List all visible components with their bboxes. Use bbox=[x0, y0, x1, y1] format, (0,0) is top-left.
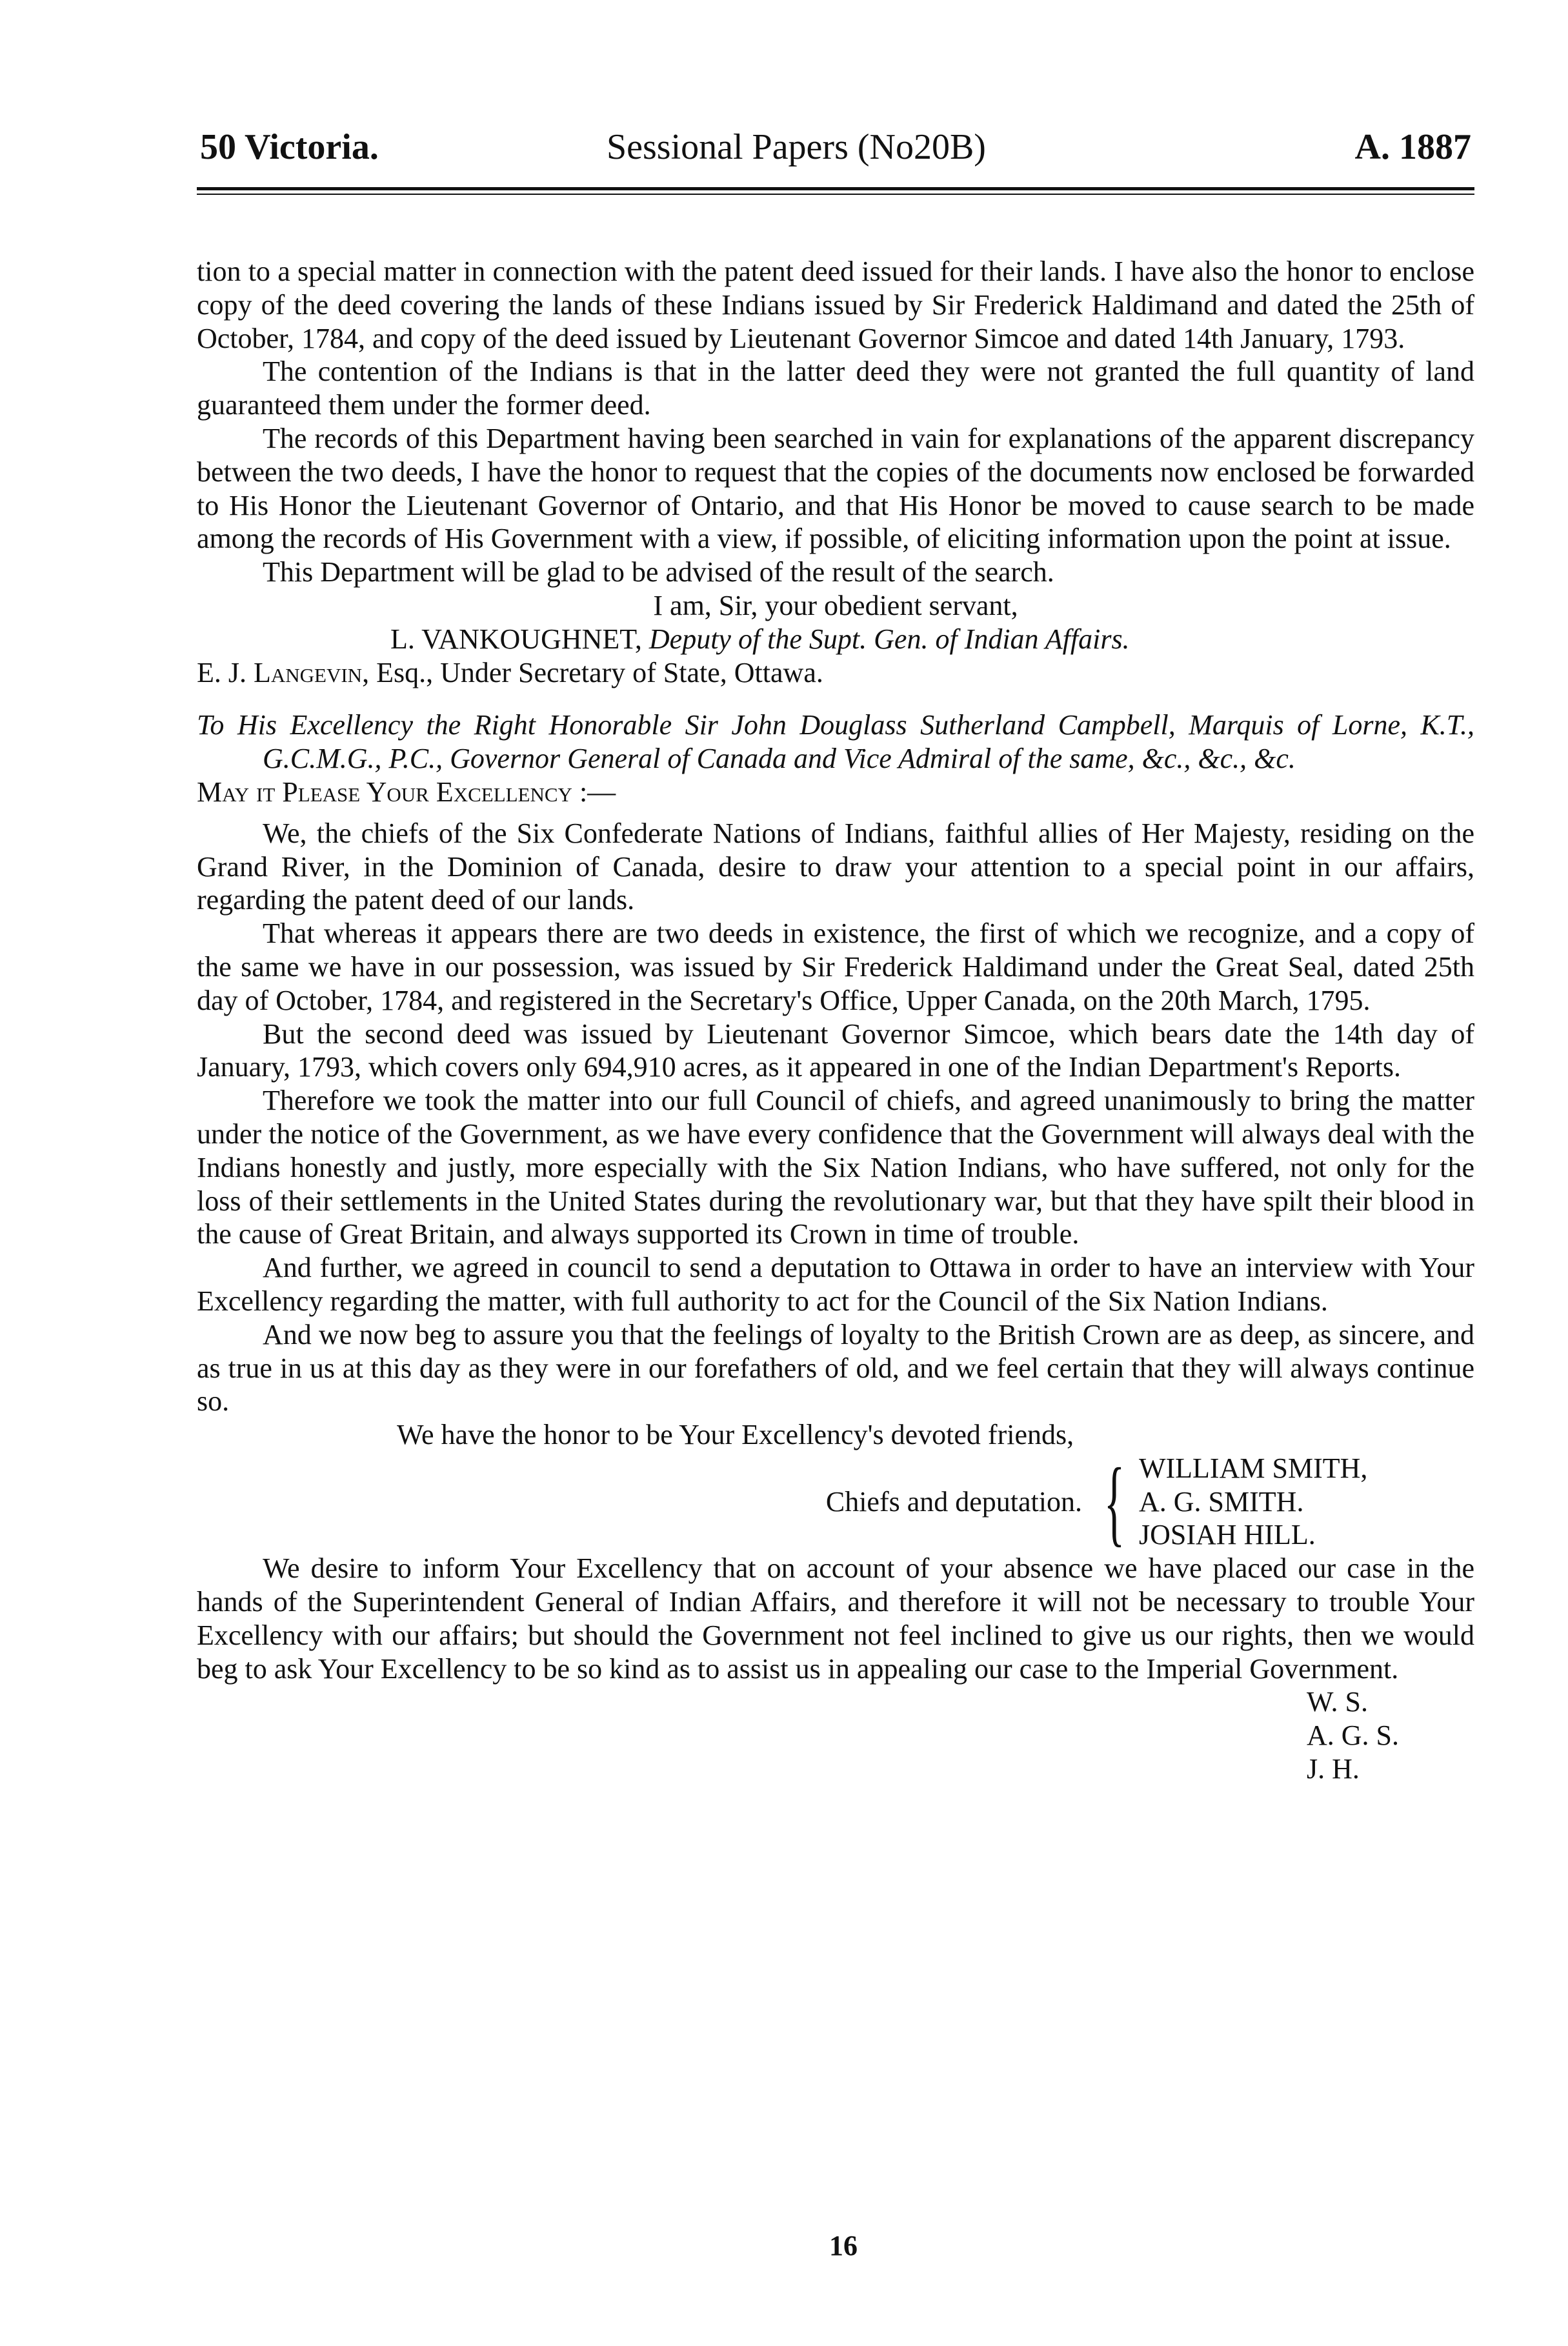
initials-line: J. H. bbox=[1307, 1753, 1360, 1785]
petition-paragraph-2: That whereas it appears there are two deeds in existence, the first of which we recognize, and a copy of the same we have in our possession, was issued by Sir Frederick Haldimand under the Great Seal, dated 25th day of October, 1784, and registered in the Secretary's Office, Upper Canada, on the 20th March, 1795. bbox=[197, 917, 1474, 1016]
letter-paragraph-2: The contention of the Indians is that in the latter deed they were not granted the full quantity of land guaranteed them under the former deed. bbox=[197, 356, 1474, 421]
initials-line: A. G. S. bbox=[1307, 1719, 1400, 1752]
letter-addressee bbox=[197, 656, 1474, 690]
signer-title: Deputy of the Supt. Gen. of Indian Affairs. bbox=[648, 623, 1130, 655]
initials-line: W. S. bbox=[1307, 1686, 1368, 1718]
signer-name: A. G. SMITH. bbox=[1139, 1485, 1304, 1518]
petition-paragraph-4: Therefore we took the matter into our full Council of chiefs, and agreed unanimously to bring the matter under the notice of the Government, as we have every confidence that the Government will always deal with the Indians honestly and justly, more especially with the Six Nation Indians, who have suffered, not only for the loss of their settlements in the United States during the revolutionary war, but that they have spilt their blood in the cause of Great Britain, and always supported its Crown in time of trouble. bbox=[197, 1085, 1474, 1250]
header-rule-thin bbox=[197, 194, 1474, 195]
running-header bbox=[200, 126, 1471, 172]
letter-closing: I am, Sir, your obedient servant, bbox=[653, 589, 1018, 621]
letter-paragraph-1: tion to a special matter in connection with the patent deed issued for their lands. I have also the honor to enclose copy of the deed covering the lands of these Indians issued by Sir Frederick Haldimand and dated the 25th of October, 1784, and copy of the deed issued by Lieutenant Governor Simcoe and dated 14th January, 1793. bbox=[197, 256, 1474, 354]
deputation-label: Chiefs and deputation. bbox=[825, 1485, 1082, 1518]
petition-paragraph-1: We, the chiefs of the Six Confederate Nations of Indians, faithful allies of Her Majesty, residing on the Grand River, in the Dominion of Canada, desire to draw your attention to a special point in our affairs, regarding the patent deed of our lands. bbox=[197, 817, 1474, 916]
addressee-rest: , Esq., Under Secretary of State, Ottawa. bbox=[362, 656, 823, 688]
page-body bbox=[197, 255, 1474, 1786]
addressee-name: Langevin bbox=[254, 656, 363, 688]
letter-paragraph-4: This Department will be glad to be advised of the result of the search. bbox=[263, 556, 1054, 588]
letter-signature bbox=[197, 623, 1474, 656]
signer-name: L. VANKOUGHNET, bbox=[390, 623, 642, 655]
header-session: 50 Victoria. bbox=[200, 127, 379, 167]
petition-closing: We have the honor to be Your Excellency's devoted friends, bbox=[397, 1419, 1074, 1451]
addressee-initials: E. J. bbox=[197, 656, 246, 688]
signer-name: JOSIAH HILL. bbox=[1139, 1519, 1316, 1551]
header-rule-thick bbox=[197, 187, 1474, 190]
petition-paragraph-3: But the second deed was issued by Lieutenant Governor Simcoe, which bears date the 14th day of January, 1793, which covers only 694,910 acres, as it appeared in one of the Indian Department's Reports. bbox=[197, 1018, 1474, 1083]
postscript-initials bbox=[197, 1685, 1474, 1785]
petition-paragraph-6: And we now beg to assure you that the feelings of loyalty to the British Crown are as deep, as sincere, and as true in us at this day as they were in our forefathers of old, and we feel certain that they will always continue so. bbox=[197, 1318, 1474, 1418]
page-number: 16 bbox=[829, 2230, 858, 2261]
petition-salutation: May it Please Your Excellency :— bbox=[197, 776, 616, 808]
letter-paragraph-3: The records of this Department having been searched in vain for explanations of the apparent discrepancy between the two deeds, I have the honor to request that the copies of the documents now enclosed be forwarded to His Honor the Lieutenant Governor of Ontario, and that His Honor be moved to cause search to be made among the records of His Government with a view, if possible, of eliciting information upon the point at issue. bbox=[197, 422, 1474, 555]
brace-icon: { bbox=[1103, 1448, 1125, 1556]
petition-address: To His Excellency the Right Honorable Sir John Douglass Sutherland Campbell, Marquis of Lorne, K.T., G.C.M.G., P.C., Governor General of Canada and Vice Admiral of the same, &c., &c., &c. bbox=[197, 709, 1474, 775]
signer-list bbox=[1139, 1452, 1474, 1552]
signer-name: WILLIAM SMITH, bbox=[1139, 1452, 1368, 1484]
header-year: A. 1887 bbox=[1354, 127, 1471, 167]
petition-postscript: We desire to inform Your Excellency that on account of your absence we have placed our case in the hands of the Superintendent General of Indian Affairs, and therefore it will not be necessary to trouble Your Excellency with our affairs; but should the Government not feel inclined to give us our rights, then we would beg to ask Your Excellency to be so kind as to assist us in appealing our case to the Imperial Government. bbox=[197, 1552, 1474, 1685]
petition-paragraph-5: And further, we agreed in council to send a deputation to Ottawa in order to have an interview with Your Excellency regarding the matter, with full authority to act for the Council of the Six Nation Indians. bbox=[197, 1252, 1474, 1317]
signature-block bbox=[197, 1448, 1474, 1556]
header-title: Sessional Papers (No20B) bbox=[607, 127, 986, 167]
